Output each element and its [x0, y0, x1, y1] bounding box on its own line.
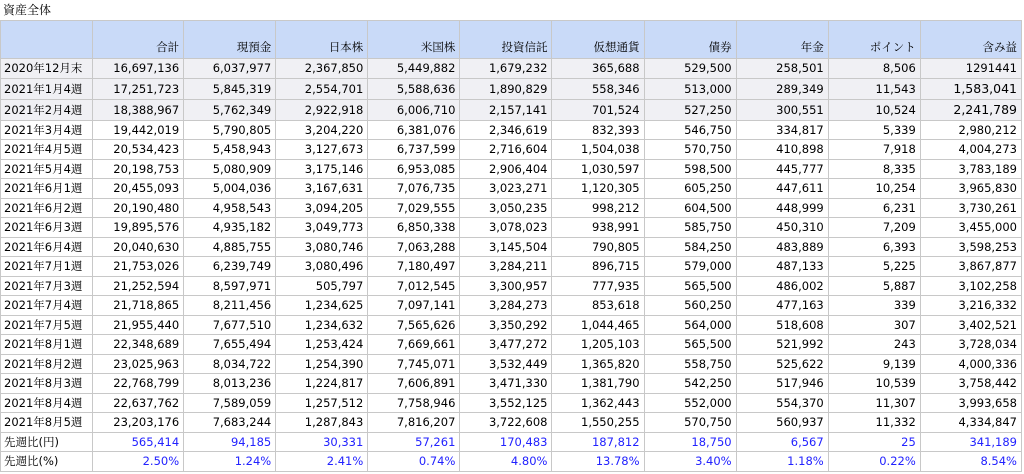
cell-jp-stock[interactable]: 3,094,205 [276, 198, 368, 218]
cell-bond[interactable]: 552,000 [644, 393, 736, 413]
row-label-cell[interactable]: 先週比(円) [1, 432, 93, 452]
cell-pension[interactable]: 487,133 [736, 257, 828, 277]
cell-crypto[interactable]: 1,381,790 [552, 374, 644, 394]
cell-pension[interactable]: 554,370 [736, 393, 828, 413]
cell-unrealized-gain[interactable]: 3,783,189 [920, 159, 1021, 179]
cell-bond[interactable]: 513,000 [644, 78, 736, 99]
cell-points[interactable]: 7,209 [828, 218, 920, 238]
diff-cell-pension[interactable]: 1.18% [736, 452, 828, 472]
sheet-title: 資産全体 [3, 3, 52, 17]
cell-unrealized-gain[interactable]: 3,455,000 [920, 218, 1021, 238]
cell-pension[interactable]: 445,777 [736, 159, 828, 179]
cell-crypto[interactable]: 777,935 [552, 276, 644, 296]
diff-cell-crypto[interactable]: 13.78% [552, 452, 644, 472]
header-pension[interactable]: 年金 [736, 21, 828, 59]
cell-jp-stock[interactable]: 3,204,220 [276, 120, 368, 140]
cell-bond[interactable]: 598,500 [644, 159, 736, 179]
diff-cell-fund[interactable]: 170,483 [460, 432, 552, 452]
cell-unrealized-gain[interactable]: 3,216,332 [920, 296, 1021, 316]
table-row [1, 78, 1022, 99]
row-label-cell[interactable]: 2021年2月4週 [1, 99, 93, 120]
cell-unrealized-gain[interactable]: 3,993,658 [920, 393, 1021, 413]
header-fund[interactable]: 投資信託 [460, 21, 552, 59]
cell-points[interactable]: 5,887 [828, 276, 920, 296]
cell-jp-stock[interactable]: 3,080,496 [276, 257, 368, 277]
cell-pension[interactable]: 477,163 [736, 296, 828, 316]
table-row [1, 276, 1022, 296]
diff-cell-us-stock[interactable]: 0.74% [368, 452, 460, 472]
cell-bond[interactable]: 565,500 [644, 276, 736, 296]
cell-pension[interactable]: 486,002 [736, 276, 828, 296]
cell-pension[interactable]: 483,889 [736, 237, 828, 257]
cell-us-stock[interactable]: 5,588,636 [368, 78, 460, 99]
cell-total[interactable]: 20,190,480 [93, 198, 184, 218]
cell-bond[interactable]: 605,250 [644, 179, 736, 199]
cell-fund[interactable]: 2,716,604 [460, 140, 552, 160]
row-label-cell[interactable]: 2021年3月4週 [1, 120, 93, 140]
cell-total[interactable]: 21,753,026 [93, 257, 184, 277]
row-label-cell[interactable]: 2021年8月4週 [1, 393, 93, 413]
cell-pension[interactable]: 300,551 [736, 99, 828, 120]
table-row [1, 354, 1022, 374]
row-label-cell[interactable]: 2021年7月4週 [1, 296, 93, 316]
cell-unrealized-gain[interactable]: 3,402,521 [920, 315, 1021, 335]
cell-jp-stock[interactable]: 1,224,817 [276, 374, 368, 394]
diff-cell-unrealized-gain[interactable]: 8.54% [920, 452, 1021, 472]
cell-points[interactable]: 6,231 [828, 198, 920, 218]
cell-jp-stock[interactable]: 3,080,746 [276, 237, 368, 257]
cell-pension[interactable]: 289,349 [736, 78, 828, 99]
cell-pension[interactable]: 517,946 [736, 374, 828, 394]
cell-fund[interactable]: 3,050,235 [460, 198, 552, 218]
cell-crypto[interactable]: 896,715 [552, 257, 644, 277]
cell-us-stock[interactable]: 7,029,555 [368, 198, 460, 218]
cell-fund[interactable]: 3,471,330 [460, 374, 552, 394]
row-label-cell[interactable]: 2021年8月1週 [1, 335, 93, 355]
cell-jp-stock[interactable]: 1,287,843 [276, 413, 368, 433]
cell-bond[interactable]: 570,750 [644, 140, 736, 160]
cell-points[interactable]: 10,254 [828, 179, 920, 199]
cell-fund[interactable]: 3,023,271 [460, 179, 552, 199]
cell-points[interactable]: 10,524 [828, 99, 920, 120]
cell-unrealized-gain[interactable]: 3,598,253 [920, 237, 1021, 257]
cell-points[interactable]: 11,332 [828, 413, 920, 433]
cell-us-stock[interactable]: 7,012,545 [368, 276, 460, 296]
cell-points[interactable]: 307 [828, 315, 920, 335]
cell-points[interactable]: 8,335 [828, 159, 920, 179]
cell-points[interactable]: 7,918 [828, 140, 920, 160]
cell-fund[interactable]: 2,346,619 [460, 120, 552, 140]
cell-us-stock[interactable]: 7,745,071 [368, 354, 460, 374]
cell-points[interactable]: 9,139 [828, 354, 920, 374]
cell-fund[interactable]: 3,477,272 [460, 335, 552, 355]
row-label-cell[interactable]: 2021年8月3週 [1, 374, 93, 394]
cell-points[interactable]: 243 [828, 335, 920, 355]
diff-yen-row [1, 432, 1022, 452]
diff-cell-total[interactable]: 565,414 [93, 432, 184, 452]
cell-total[interactable]: 19,442,019 [93, 120, 184, 140]
cell-crypto[interactable]: 1,120,305 [552, 179, 644, 199]
cell-unrealized-gain[interactable]: 3,867,877 [920, 257, 1021, 277]
cell-unrealized-gain[interactable]: 4,334,847 [920, 413, 1021, 433]
row-label-cell[interactable]: 2021年6月2週 [1, 198, 93, 218]
row-label-cell[interactable]: 先週比(%) [1, 452, 93, 472]
cell-total[interactable]: 23,025,963 [93, 354, 184, 374]
cell-bond[interactable]: 565,500 [644, 335, 736, 355]
cell-bond[interactable]: 584,250 [644, 237, 736, 257]
table-row [1, 179, 1022, 199]
cell-crypto[interactable]: 832,393 [552, 120, 644, 140]
cell-fund[interactable]: 2,157,141 [460, 99, 552, 120]
cell-unrealized-gain[interactable]: 3,965,830 [920, 179, 1021, 199]
table-row [1, 374, 1022, 394]
cell-unrealized-gain[interactable]: 1,583,041 [920, 78, 1021, 99]
cell-us-stock[interactable]: 7,180,497 [368, 257, 460, 277]
cell-us-stock[interactable]: 7,097,141 [368, 296, 460, 316]
diff-cell-us-stock[interactable]: 57,261 [368, 432, 460, 452]
cell-crypto[interactable]: 1,205,103 [552, 335, 644, 355]
asset-table [0, 20, 1022, 472]
table-row [1, 120, 1022, 140]
cell-pension[interactable]: 525,622 [736, 354, 828, 374]
cell-us-stock[interactable]: 6,953,085 [368, 159, 460, 179]
cell-jp-stock[interactable]: 3,167,631 [276, 179, 368, 199]
cell-total[interactable]: 17,251,723 [93, 78, 184, 99]
cell-fund[interactable]: 3,145,504 [460, 237, 552, 257]
cell-crypto[interactable]: 1,044,465 [552, 315, 644, 335]
cell-jp-stock[interactable]: 1,234,625 [276, 296, 368, 316]
cell-jp-stock[interactable]: 1,254,390 [276, 354, 368, 374]
cell-points[interactable]: 339 [828, 296, 920, 316]
row-label-cell[interactable]: 2021年7月1週 [1, 257, 93, 277]
cell-points[interactable]: 5,225 [828, 257, 920, 277]
cell-total[interactable]: 21,955,440 [93, 315, 184, 335]
cell-us-stock[interactable]: 6,850,338 [368, 218, 460, 238]
cell-us-stock[interactable]: 7,606,891 [368, 374, 460, 394]
cell-fund[interactable]: 3,722,608 [460, 413, 552, 433]
cell-pension[interactable]: 448,999 [736, 198, 828, 218]
cell-crypto[interactable]: 1,030,597 [552, 159, 644, 179]
row-label-cell[interactable]: 2020年12月末 [1, 59, 93, 79]
header-jp-stock[interactable]: 日本株 [276, 21, 368, 59]
cell-crypto[interactable]: 853,618 [552, 296, 644, 316]
cell-crypto[interactable]: 1,504,038 [552, 140, 644, 160]
cell-total[interactable]: 20,455,093 [93, 179, 184, 199]
table-row [1, 413, 1022, 433]
cell-unrealized-gain[interactable]: 4,000,336 [920, 354, 1021, 374]
cell-crypto[interactable]: 1,365,820 [552, 354, 644, 374]
cell-bond[interactable]: 560,250 [644, 296, 736, 316]
cell-cash[interactable]: 5,458,943 [184, 140, 276, 160]
header-bond[interactable]: 債券 [644, 21, 736, 59]
cell-pension[interactable]: 334,817 [736, 120, 828, 140]
cell-total[interactable]: 22,348,689 [93, 335, 184, 355]
header-corner[interactable] [1, 21, 93, 59]
cell-points[interactable]: 11,543 [828, 78, 920, 99]
cell-pension[interactable]: 447,611 [736, 179, 828, 199]
cell-bond[interactable]: 546,750 [644, 120, 736, 140]
header-points[interactable]: ポイント [828, 21, 920, 59]
cell-cash[interactable]: 4,935,182 [184, 218, 276, 238]
row-label-cell[interactable]: 2021年8月5週 [1, 413, 93, 433]
cell-fund[interactable]: 3,300,957 [460, 276, 552, 296]
diff-cell-fund[interactable]: 4.80% [460, 452, 552, 472]
cell-cash[interactable]: 4,958,543 [184, 198, 276, 218]
cell-unrealized-gain[interactable]: 3,728,034 [920, 335, 1021, 355]
cell-unrealized-gain[interactable]: 1291441 [920, 59, 1021, 79]
cell-total[interactable]: 18,388,967 [93, 99, 184, 120]
cell-pension[interactable]: 560,937 [736, 413, 828, 433]
cell-us-stock[interactable]: 6,381,076 [368, 120, 460, 140]
cell-total[interactable]: 21,718,865 [93, 296, 184, 316]
diff-cell-cash[interactable]: 94,185 [184, 432, 276, 452]
cell-cash[interactable]: 7,655,494 [184, 335, 276, 355]
cell-bond[interactable]: 579,000 [644, 257, 736, 277]
cell-bond[interactable]: 570,750 [644, 413, 736, 433]
cell-us-stock[interactable]: 7,063,288 [368, 237, 460, 257]
cell-fund[interactable]: 1,679,232 [460, 59, 552, 79]
row-label-cell[interactable]: 2021年6月3週 [1, 218, 93, 238]
cell-bond[interactable]: 527,250 [644, 99, 736, 120]
table-row [1, 198, 1022, 218]
cell-cash[interactable]: 5,790,805 [184, 120, 276, 140]
table-row [1, 99, 1022, 120]
cell-jp-stock[interactable]: 3,127,673 [276, 140, 368, 160]
cell-bond[interactable]: 604,500 [644, 198, 736, 218]
cell-total[interactable]: 22,768,799 [93, 374, 184, 394]
cell-us-stock[interactable]: 6,006,710 [368, 99, 460, 120]
cell-unrealized-gain[interactable]: 4,004,273 [920, 140, 1021, 160]
diff-cell-bond[interactable]: 3.40% [644, 452, 736, 472]
cell-us-stock[interactable]: 7,816,207 [368, 413, 460, 433]
cell-crypto[interactable]: 365,688 [552, 59, 644, 79]
cell-pension[interactable]: 258,501 [736, 59, 828, 79]
cell-fund[interactable]: 3,284,211 [460, 257, 552, 277]
header-us-stock[interactable]: 米国株 [368, 21, 460, 59]
cell-cash[interactable]: 5,004,036 [184, 179, 276, 199]
table-row [1, 59, 1022, 79]
row-label-cell[interactable]: 2021年1月4週 [1, 78, 93, 99]
cell-fund[interactable]: 3,552,125 [460, 393, 552, 413]
cell-jp-stock[interactable]: 2,367,850 [276, 59, 368, 79]
table-row [1, 257, 1022, 277]
cell-bond[interactable]: 529,500 [644, 59, 736, 79]
diff-cell-unrealized-gain[interactable]: 341,189 [920, 432, 1021, 452]
table-row [1, 393, 1022, 413]
cell-points[interactable]: 10,539 [828, 374, 920, 394]
cell-total[interactable]: 22,637,762 [93, 393, 184, 413]
cell-cash[interactable]: 7,677,510 [184, 315, 276, 335]
cell-cash[interactable]: 8,034,722 [184, 354, 276, 374]
cell-unrealized-gain[interactable]: 3,730,261 [920, 198, 1021, 218]
cell-cash[interactable]: 8,013,236 [184, 374, 276, 394]
cell-jp-stock[interactable]: 1,253,424 [276, 335, 368, 355]
header-crypto[interactable]: 仮想通貨 [552, 21, 644, 59]
cell-bond[interactable]: 564,000 [644, 315, 736, 335]
row-label-cell[interactable]: 2021年7月3週 [1, 276, 93, 296]
cell-total[interactable]: 21,252,594 [93, 276, 184, 296]
cell-us-stock[interactable]: 7,758,946 [368, 393, 460, 413]
diff-cell-jp-stock[interactable]: 30,331 [276, 432, 368, 452]
row-label-cell[interactable]: 2021年7月5週 [1, 315, 93, 335]
cell-us-stock[interactable]: 7,076,735 [368, 179, 460, 199]
cell-total[interactable]: 19,895,576 [93, 218, 184, 238]
table-row [1, 335, 1022, 355]
header-cash[interactable]: 現預金 [184, 21, 276, 59]
row-label-cell[interactable]: 2021年8月2週 [1, 354, 93, 374]
cell-pension[interactable]: 410,898 [736, 140, 828, 160]
table-row [1, 296, 1022, 316]
diff-percent-row [1, 452, 1022, 472]
header-total[interactable]: 合計 [93, 21, 184, 59]
cell-bond[interactable]: 585,750 [644, 218, 736, 238]
cell-pension[interactable]: 450,310 [736, 218, 828, 238]
table-row [1, 159, 1022, 179]
diff-cell-pension[interactable]: 6,567 [736, 432, 828, 452]
row-label-cell[interactable]: 2021年6月4週 [1, 237, 93, 257]
diff-cell-jp-stock[interactable]: 2.41% [276, 452, 368, 472]
cell-total[interactable]: 20,198,753 [93, 159, 184, 179]
cell-crypto[interactable]: 1,550,255 [552, 413, 644, 433]
cell-total[interactable]: 20,534,423 [93, 140, 184, 160]
cell-crypto[interactable]: 938,991 [552, 218, 644, 238]
cell-us-stock[interactable]: 5,449,882 [368, 59, 460, 79]
table-row [1, 315, 1022, 335]
cell-jp-stock[interactable]: 1,257,512 [276, 393, 368, 413]
cell-total[interactable]: 20,040,630 [93, 237, 184, 257]
cell-points[interactable]: 11,307 [828, 393, 920, 413]
diff-cell-total[interactable]: 2.50% [93, 452, 184, 472]
cell-cash[interactable]: 8,211,456 [184, 296, 276, 316]
cell-crypto[interactable]: 1,362,443 [552, 393, 644, 413]
cell-fund[interactable]: 1,890,829 [460, 78, 552, 99]
diff-cell-points[interactable]: 25 [828, 432, 920, 452]
diff-cell-bond[interactable]: 18,750 [644, 432, 736, 452]
cell-fund[interactable]: 3,350,292 [460, 315, 552, 335]
cell-fund[interactable]: 2,906,404 [460, 159, 552, 179]
diff-cell-points[interactable]: 0.22% [828, 452, 920, 472]
cell-bond[interactable]: 542,250 [644, 374, 736, 394]
cell-us-stock[interactable]: 7,565,626 [368, 315, 460, 335]
cell-points[interactable]: 8,506 [828, 59, 920, 79]
cell-crypto[interactable]: 701,524 [552, 99, 644, 120]
cell-fund[interactable]: 3,078,023 [460, 218, 552, 238]
cell-cash[interactable]: 7,589,059 [184, 393, 276, 413]
cell-cash[interactable]: 5,080,909 [184, 159, 276, 179]
cell-jp-stock[interactable]: 3,049,773 [276, 218, 368, 238]
diff-cell-crypto[interactable]: 187,812 [552, 432, 644, 452]
cell-cash[interactable]: 7,683,244 [184, 413, 276, 433]
table-row [1, 218, 1022, 238]
cell-us-stock[interactable]: 7,669,661 [368, 335, 460, 355]
table-row [1, 237, 1022, 257]
row-label-cell[interactable]: 2021年4月5週 [1, 140, 93, 160]
cell-crypto[interactable]: 998,212 [552, 198, 644, 218]
row-label-cell[interactable]: 2021年5月4週 [1, 159, 93, 179]
header-unrealized-gain[interactable]: 含み益 [920, 21, 1021, 59]
cell-cash[interactable]: 8,597,971 [184, 276, 276, 296]
diff-cell-cash[interactable]: 1.24% [184, 452, 276, 472]
cell-cash[interactable]: 4,885,755 [184, 237, 276, 257]
row-label-cell[interactable]: 2021年6月1週 [1, 179, 93, 199]
cell-bond[interactable]: 558,750 [644, 354, 736, 374]
cell-cash[interactable]: 6,037,977 [184, 59, 276, 79]
cell-us-stock[interactable]: 6,737,599 [368, 140, 460, 160]
cell-crypto[interactable]: 558,346 [552, 78, 644, 99]
cell-jp-stock[interactable]: 3,175,146 [276, 159, 368, 179]
cell-crypto[interactable]: 790,805 [552, 237, 644, 257]
cell-unrealized-gain[interactable]: 2,980,212 [920, 120, 1021, 140]
cell-jp-stock[interactable]: 1,234,632 [276, 315, 368, 335]
cell-fund[interactable]: 3,284,273 [460, 296, 552, 316]
cell-total[interactable]: 16,697,136 [93, 59, 184, 79]
cell-points[interactable]: 6,393 [828, 237, 920, 257]
cell-cash[interactable]: 6,239,749 [184, 257, 276, 277]
cell-jp-stock[interactable]: 2,922,918 [276, 99, 368, 120]
cell-cash[interactable]: 5,845,319 [184, 78, 276, 99]
cell-cash[interactable]: 5,762,349 [184, 99, 276, 120]
cell-unrealized-gain[interactable]: 3,102,258 [920, 276, 1021, 296]
cell-pension[interactable]: 518,608 [736, 315, 828, 335]
cell-unrealized-gain[interactable]: 2,241,789 [920, 99, 1021, 120]
header-row [1, 21, 1022, 59]
cell-unrealized-gain[interactable]: 3,758,442 [920, 374, 1021, 394]
cell-jp-stock[interactable]: 505,797 [276, 276, 368, 296]
cell-points[interactable]: 5,339 [828, 120, 920, 140]
cell-total[interactable]: 23,203,176 [93, 413, 184, 433]
cell-jp-stock[interactable]: 2,554,701 [276, 78, 368, 99]
cell-pension[interactable]: 521,992 [736, 335, 828, 355]
table-row [1, 140, 1022, 160]
cell-fund[interactable]: 3,532,449 [460, 354, 552, 374]
